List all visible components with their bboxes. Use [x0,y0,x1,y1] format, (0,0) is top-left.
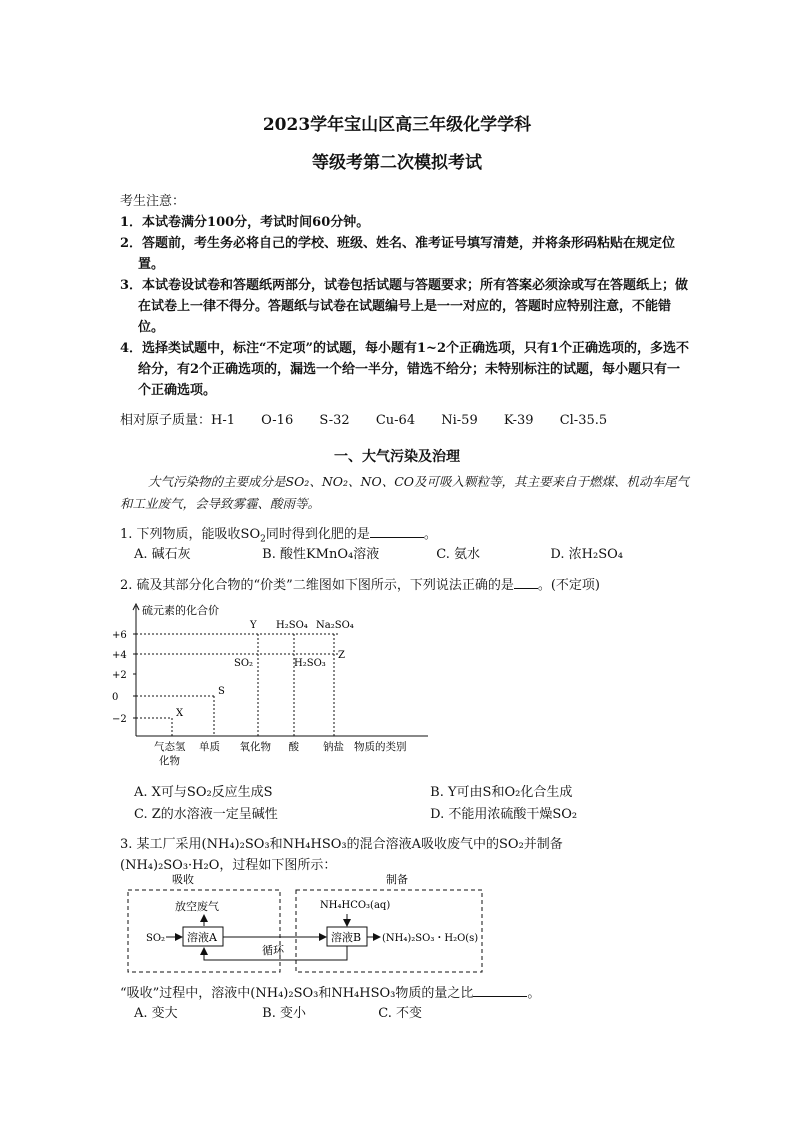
mass-s: S-32 [319,413,350,428]
q3-options [134,1002,422,1021]
q3-option-c[interactable]: C. 不变 [378,1006,423,1021]
masses-label: 相对原子质量：H-1 [120,413,236,428]
x-axis-label: 物质的类别 [354,741,407,753]
q1-option-d[interactable]: D. 浓H₂SO₄ [550,547,623,562]
exam-title: 2023学年宝山区高三年级化学学科 [262,115,532,135]
q3-question [120,982,690,1004]
solution-a-label: 溶液A [187,931,217,944]
absorb-label: 吸收 [172,873,194,886]
q1-option-c[interactable]: C. 氨水 [436,547,481,562]
notice-item-4: 4．选择类试题中，标注“不定项”的试题，每小题有1~2个正确选项，只有1个正确选项的，多选不给分，有2个正确选项的，漏选一个给一半分，错选不给分；未特别标注的试题，每小题只有一个正确选项。 [120,341,690,398]
q3-option-b[interactable]: B. 变小 [262,1006,306,1021]
mass-k: K-39 [503,413,534,428]
q2-option-c[interactable]: C. Z的水溶液一定呈碱性 [134,807,278,822]
exam-subtitle: 等级考第二次模拟考试 [312,153,482,173]
data-point-label: Z [338,650,345,661]
q2-option-a[interactable]: A. X可与SO₂反应生成S [134,785,273,800]
y-axis-label: 硫元素的化合价 [142,604,219,617]
atomic-masses [120,409,629,428]
so2-input-label: SO₂ [146,933,166,944]
q1-stem-post: 同时得到化肥的是 [265,527,370,542]
x-tick-label: 酸 [288,741,299,753]
q1-stem: 1. 下列物质，能吸收SO [120,527,261,542]
question-2 [120,574,690,596]
q2-stem: 2. 硫及其部分化合物的“价类”二维图如下图所示，下列说法正确的是 [120,578,514,593]
q1-stem-sub: 2 [260,534,266,545]
q1-option-a[interactable]: A. 碱石灰 [134,547,191,562]
q1-options [134,543,623,562]
prepare-label: 制备 [386,873,408,886]
y-tick-label: +4 [112,650,127,661]
q3-end: 。 [527,986,541,1001]
y-tick-label: +2 [112,670,127,681]
y-tick-label: +6 [112,630,127,641]
notice-item-2: 2．答题前，考生务必将自己的学校、班级、姓名、准考证号填写清楚，并将条形码粘贴在规定位置。 [120,236,676,272]
q1-end: 。 [423,527,437,542]
q3-stem-line2: (NH₄)₂SO₃·H₂O，过程如下图所示： [120,858,337,873]
data-point-label: H₂SO₄ [276,620,308,631]
mass-cu: Cu-64 [375,413,416,428]
data-point-label: X [176,708,184,719]
reagent-label: NH₄HCO₃(aq) [320,900,391,911]
vent-label: 放空废气 [175,900,219,913]
notice-item-3: 3．本试卷设试卷和答题纸两部分，试卷包括试题与答题要求；所有答案必须涂或写在答题纸上；做在试卷上一律不得分。答题纸与试卷在试题编号上是一一对应的，答题时应特别注意，不能错位。 [120,278,689,335]
mass-o: O-16 [261,413,294,428]
q1-option-b[interactable]: B. 酸性KMnO₄溶液 [262,547,380,562]
process-diagram [120,870,490,978]
data-point-label: Na₂SO₄ [316,620,354,631]
notice-heading: 考生注意： [120,194,186,209]
cycle-label: 循环 [262,944,284,957]
q2-options-row1 [134,781,572,800]
q2-option-b[interactable]: B. Y可由S和O₂化合生成 [430,785,573,800]
data-point-label: S [218,686,225,697]
y-tick-label: −2 [112,714,127,725]
q3-question-text: “吸收”过程中，溶液中(NH₄)₂SO₃和NH₄HSO₃物质的量之比 [120,986,474,1001]
x-tick-label: 单质 [199,741,220,753]
mass-ni: Ni-59 [441,413,478,428]
section-1-title: 一、大气污染及治理 [334,449,460,465]
q3-stem-line1: 3. 某工厂采用(NH₄)₂SO₃和NH₄HSO₃的混合溶液A吸收废气中的SO₂并制备 [120,837,563,852]
q3-answer-blank[interactable] [473,982,527,997]
data-point-label: H₂SO₃ [294,658,326,669]
x-tick-label: 钠盐 [323,741,344,753]
q2-option-d[interactable]: D. 不能用浓硫酸干燥SO₂ [430,807,578,822]
solution-b-label: 溶液B [331,931,362,944]
y-tick-label: 0 [112,692,119,703]
data-point-label: SO₂ [234,658,254,669]
q2-end: 。(不定项) [537,578,600,593]
q2-answer-blank[interactable] [514,574,538,589]
q3-option-a[interactable]: A. 变大 [134,1006,178,1021]
mass-cl: Cl-35.5 [559,413,608,428]
data-point-label: Y [250,620,257,631]
q2-options-row2 [134,803,577,822]
x-tick-label: 化物 [159,755,180,767]
product-label: (NH₄)₂SO₃・H₂O(s) [382,933,479,944]
x-tick-label: 氧化物 [239,741,271,753]
section-1-intro: 大气污染物的主要成分是SO₂、NO₂、NO、CO及可吸入颗粒等，其主要来自于燃煤、机动车尾气和工业废气，会导致雾霾、酸雨等。 [120,474,690,511]
notice-block [120,191,690,401]
notice-item-1: 1．本试卷满分100分，考试时间60分钟。 [120,215,370,230]
q1-answer-blank[interactable] [370,523,424,538]
x-tick-label: 气态氢 [154,741,186,753]
valence-class-chart [110,600,440,770]
